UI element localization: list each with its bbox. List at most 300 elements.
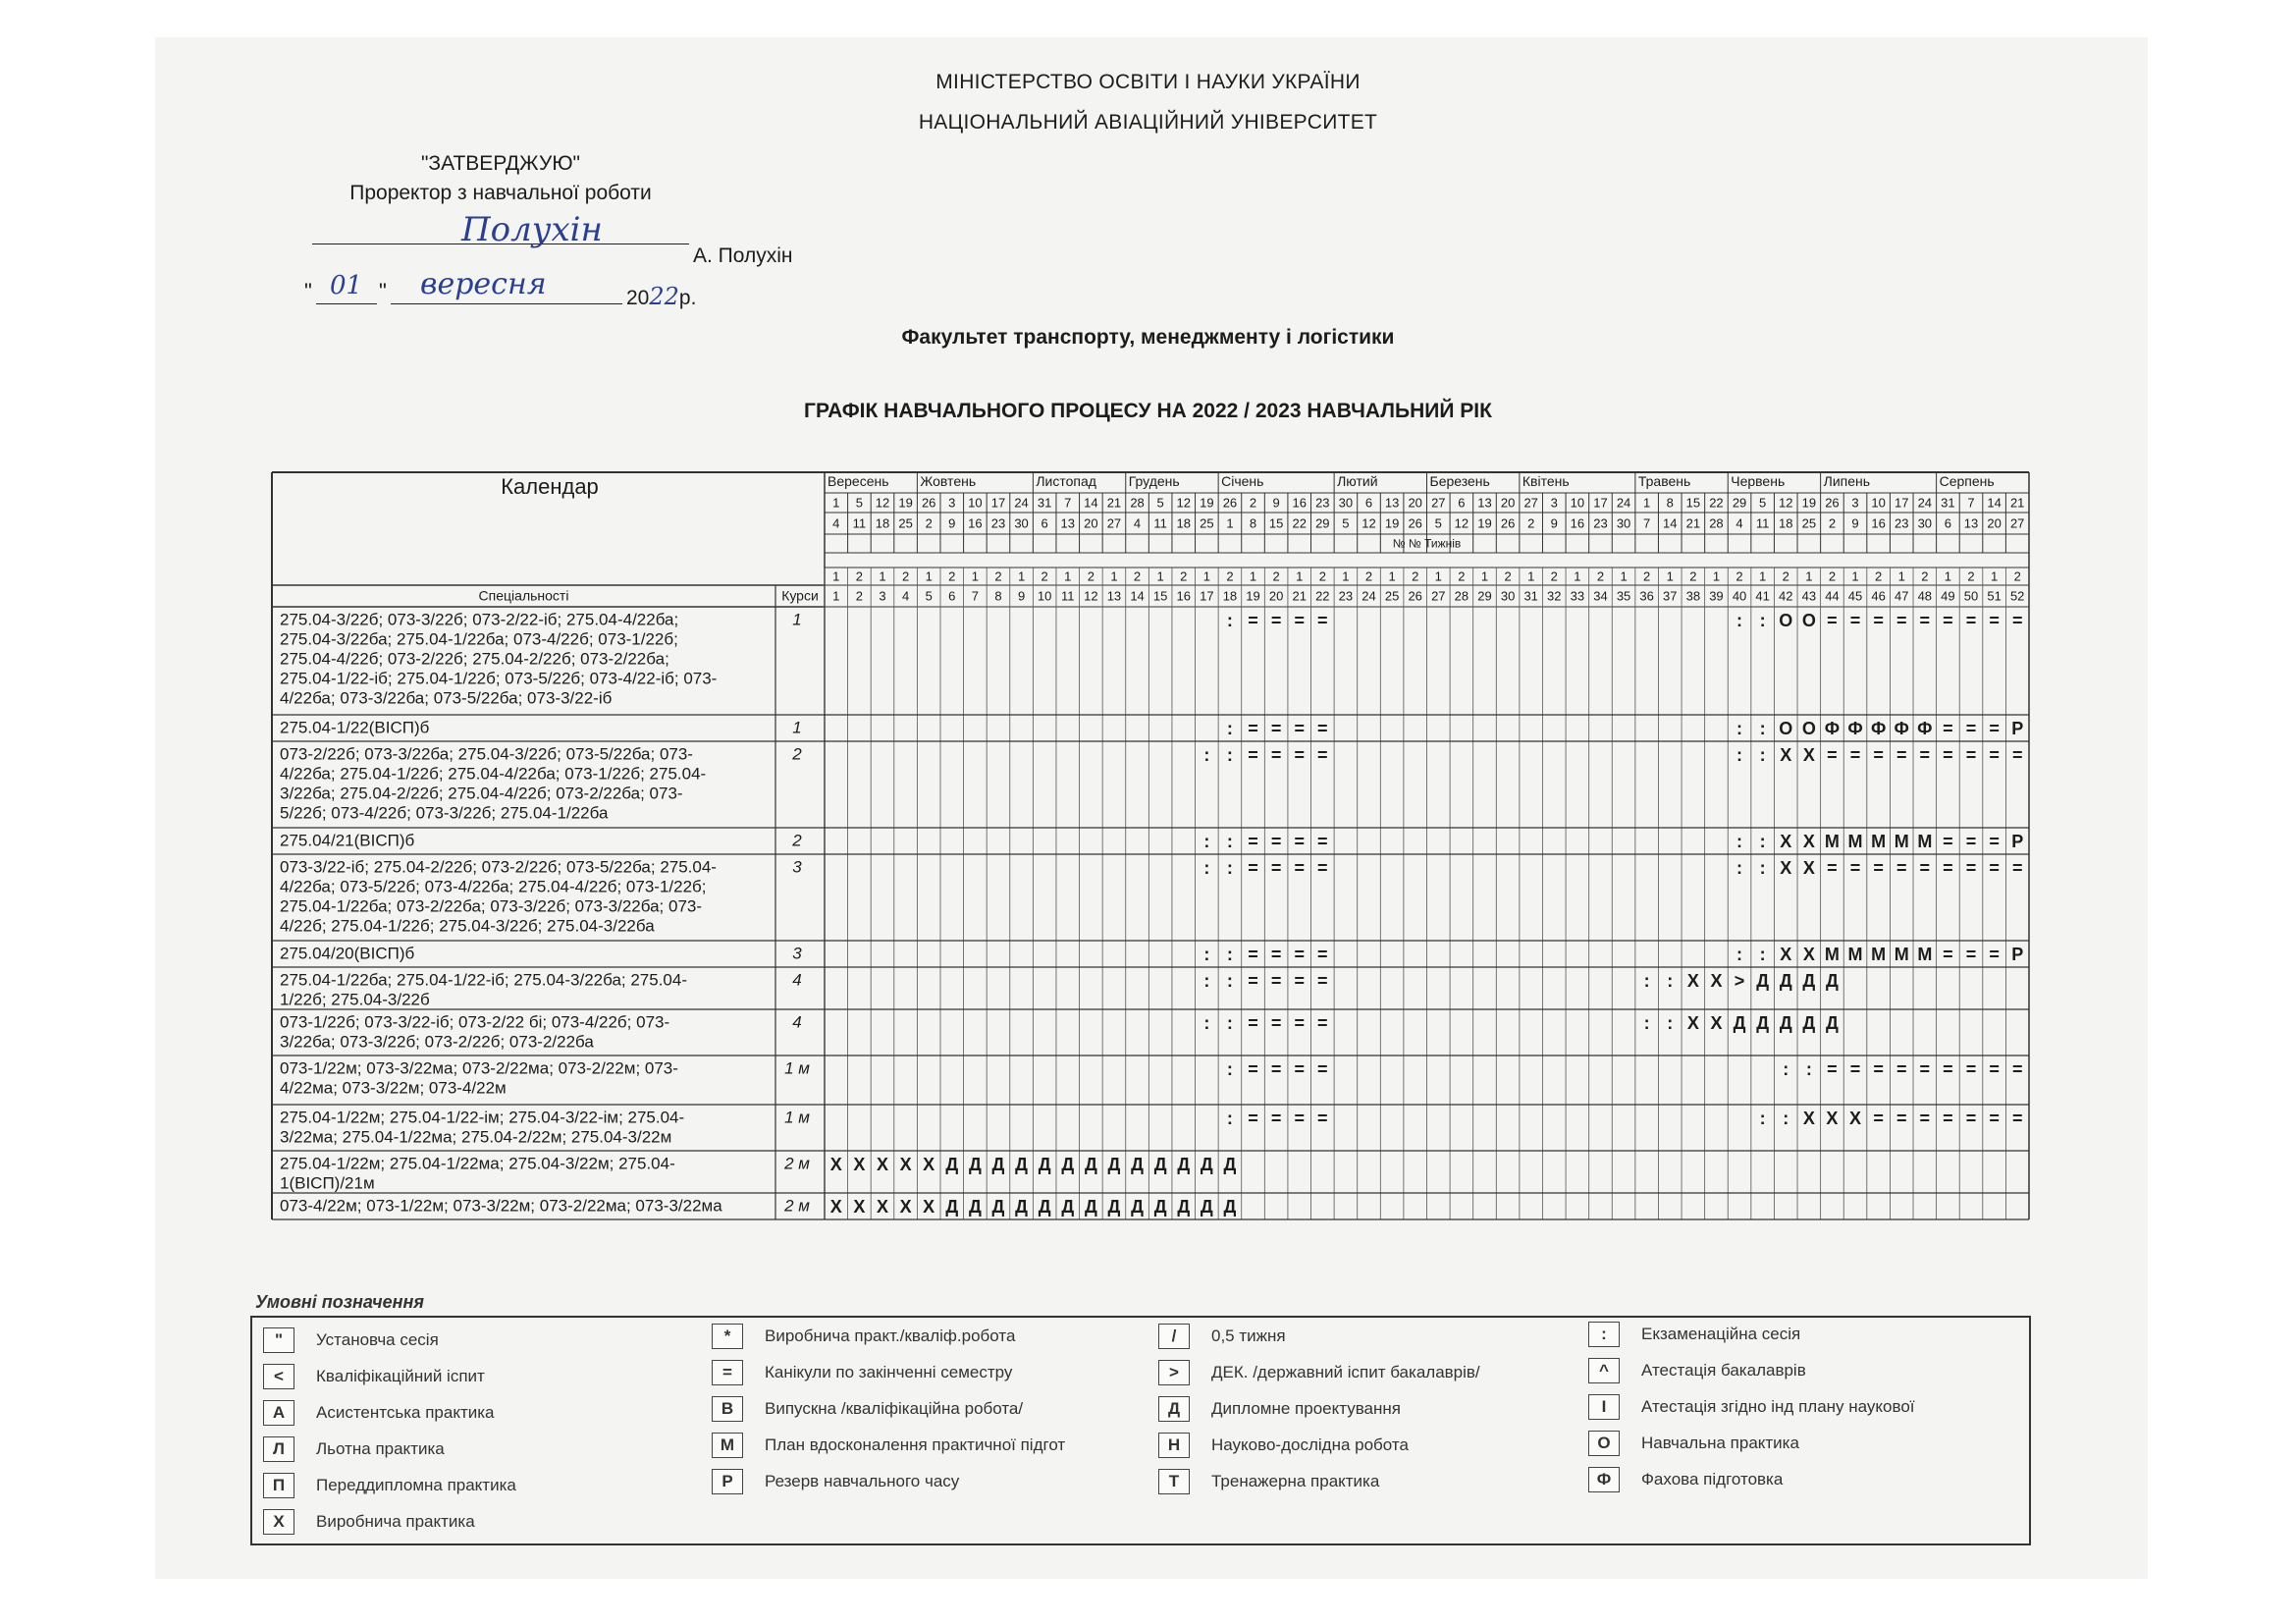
schedule-mark: : [1203, 744, 1210, 765]
schedule-mark: Д [1107, 1154, 1121, 1174]
schedule-mark: Д [1177, 1196, 1191, 1217]
legend-symbol: П [263, 1473, 294, 1498]
schedule-mark: = [1270, 1108, 1282, 1128]
schedule-mark: Х [923, 1196, 935, 1217]
week-end-date: 2 [1527, 515, 1535, 531]
half-marker: 1 [925, 568, 933, 584]
schedule-title: ГРАФІК НАВЧАЛЬНОГО ПРОЦЕСУ НА 2022 / 2023 НАВЧАЛЬНИЙ РІК [804, 400, 1492, 422]
legend-label: Тренажерна практика [1211, 1472, 1380, 1490]
legend-item [263, 1509, 475, 1535]
week-end-date: 25 [898, 515, 913, 531]
schedule-mark: : [1759, 718, 1766, 738]
schedule-mark: = [1248, 1012, 1258, 1033]
schedule-mark: М [1871, 831, 1887, 851]
week-number: 37 [1663, 588, 1678, 604]
half-marker: 2 [994, 568, 1002, 584]
half-marker: 1 [1851, 568, 1859, 584]
legend-symbol: В [712, 1396, 743, 1422]
schedule-mark: М [1917, 831, 1933, 851]
spec-line: 4/22ба; 275.04-1/22б; 275.04-4/22ба; 073-1/22б; 275.04- [280, 764, 707, 784]
legend-item [1588, 1394, 1915, 1420]
half-marker: 1 [1805, 568, 1813, 584]
schedule-mark: : [1226, 1058, 1233, 1079]
week-start-date: 20 [1408, 495, 1422, 511]
legend-symbol: Р [712, 1469, 743, 1494]
spec-line: 073-2/22б; 073-3/22ба; 275.04-3/22б; 073-5/22ба; 073- [280, 744, 693, 764]
faculty-name: Факультет транспорту, менеджменту і логістики [901, 326, 1395, 349]
week-start-date: 29 [1732, 495, 1747, 511]
week-end-date: 4 [1735, 515, 1743, 531]
spec-line: 275.04-1/22м; 275.04-1/22-ім; 275.04-3/22-ім; 275.04- [280, 1108, 685, 1127]
week-number: 2 [855, 588, 864, 604]
schedule-mark: = [2011, 1108, 2023, 1128]
schedule-mark: = [1989, 610, 2000, 630]
legend-item [1588, 1467, 1783, 1492]
schedule-mark: : [1226, 831, 1233, 851]
half-marker: 2 [1550, 568, 1558, 584]
schedule-mark: Д [1084, 1154, 1097, 1174]
half-marker: 1 [1666, 568, 1674, 584]
legend-item [263, 1364, 485, 1389]
half-marker: 1 [1110, 568, 1118, 584]
week-end-date: 4 [1133, 515, 1142, 531]
schedule-mark: : [1203, 944, 1210, 964]
legend-symbol: " [263, 1327, 294, 1353]
schedule-mark: : [1759, 610, 1766, 630]
schedule-mark: = [1248, 718, 1258, 738]
schedule-mark: = [1896, 1058, 1907, 1079]
schedule-mark: = [1896, 1108, 1907, 1128]
schedule-mark: = [1317, 610, 1328, 630]
week-number: 40 [1732, 588, 1747, 604]
schedule-mark: = [2011, 1058, 2023, 1079]
legend-item [263, 1400, 495, 1426]
half-marker: 2 [1689, 568, 1697, 584]
week-start-date: 12 [875, 495, 890, 511]
month-label: Вересень [828, 473, 889, 490]
week-end-date: 26 [1500, 515, 1516, 531]
week-start-date: 5 [855, 495, 864, 511]
week-start-date: 31 [1941, 495, 1955, 511]
schedule-mark: = [1896, 744, 1907, 765]
half-marker: 2 [901, 568, 910, 584]
spec-line: 1(ВІСП)/21м [280, 1173, 375, 1193]
spec-line: 3/22ма; 275.04-1/22ма; 275.04-2/22м; 275.04-3/22м [280, 1127, 672, 1147]
schedule-mark: : [1226, 610, 1233, 630]
legend-label: Переддипломна практика [316, 1476, 516, 1494]
date-year [626, 283, 696, 310]
week-end-date: 28 [1709, 515, 1724, 531]
schedule-mark: = [1943, 744, 1953, 765]
schedule-mark: Ф [1917, 718, 1933, 738]
course-value: 3 [792, 944, 802, 963]
legend-item [1158, 1324, 1286, 1349]
schedule-mark: Д [1223, 1154, 1237, 1174]
schedule-mark: = [1965, 831, 1977, 851]
schedule-mark: = [1317, 831, 1328, 851]
month-label: Травень [1637, 473, 1691, 490]
schedule-mark: = [1965, 744, 1977, 765]
schedule-mark: : [1736, 744, 1743, 765]
schedule-mark: Д [1826, 1012, 1839, 1033]
legend-item [712, 1433, 1065, 1458]
schedule-mark: = [1965, 857, 1977, 878]
week-start-date: 5 [1759, 495, 1767, 511]
schedule-mark: = [1989, 744, 2000, 765]
legend-label: План вдосконалення практичної підгот [765, 1435, 1066, 1454]
legend-symbol: : [1588, 1322, 1620, 1347]
course-header: Курси [781, 587, 819, 604]
date-year-unit: р. [678, 287, 697, 309]
schedule-mark: Д [1802, 970, 1816, 991]
half-marker: 2 [1596, 568, 1605, 584]
legend-label: 0,5 тижня [1211, 1326, 1286, 1345]
week-start-date: 26 [1825, 495, 1840, 511]
schedule-mark: = [1965, 1108, 1977, 1128]
half-marker: 2 [1967, 568, 1975, 584]
schedule-mark: = [1919, 610, 1931, 630]
schedule-mark: = [1270, 718, 1282, 738]
week-end-date: 30 [1616, 515, 1631, 531]
half-marker: 1 [1990, 568, 1999, 584]
schedule-mark: = [2011, 744, 2023, 765]
schedule-mark: = [1919, 744, 1931, 765]
schedule-mark: : [1736, 857, 1743, 878]
month-label: Червень [1731, 473, 1786, 490]
schedule-mark: : [1759, 1108, 1766, 1128]
schedule-mark: М [1894, 831, 1909, 851]
legend-item [712, 1396, 1023, 1422]
legend-item [712, 1469, 959, 1494]
legend-symbol: Х [263, 1509, 294, 1535]
week-end-date: 11 [1755, 515, 1770, 531]
week-end-date: 30 [1917, 515, 1933, 531]
schedule-mark: Д [1153, 1154, 1167, 1174]
legend-symbol: / [1158, 1324, 1190, 1349]
month-label: Серпень [1939, 473, 1995, 490]
schedule-mark: Х [1826, 1108, 1839, 1128]
week-number: 33 [1570, 588, 1585, 604]
week-end-date: 15 [1268, 515, 1284, 531]
schedule-mark: = [1317, 857, 1328, 878]
course-value: 4 [792, 1012, 802, 1032]
week-end-date: 6 [1041, 515, 1048, 531]
week-end-date: 26 [1408, 515, 1422, 531]
schedule-mark: = [1248, 1108, 1258, 1128]
legend-label: Асистентська практика [316, 1403, 495, 1422]
half-marker: 1 [1712, 568, 1721, 584]
half-marker: 2 [1318, 568, 1326, 584]
signature: Полухін [461, 210, 603, 249]
schedule-mark: = [1943, 1108, 1953, 1128]
date-quote-open: " [304, 279, 312, 303]
schedule-mark: Д [1779, 1012, 1792, 1033]
schedule-mark: : [1667, 970, 1674, 991]
schedule-mark: = [1873, 610, 1884, 630]
schedule-mark: Х [1686, 970, 1699, 991]
schedule-mark: : [1736, 831, 1743, 851]
week-number: 18 [1222, 588, 1238, 604]
half-marker: 2 [1041, 568, 1048, 584]
schedule-mark: : [1736, 610, 1743, 630]
schedule-mark: : [1759, 944, 1766, 964]
legend-item [1158, 1433, 1409, 1458]
week-end-date: 14 [1663, 515, 1678, 531]
week-number: 49 [1941, 588, 1955, 604]
legend-label: Атестація бакалаврів [1641, 1361, 1806, 1380]
schedule-mark: = [1317, 1108, 1328, 1128]
schedule-mark: = [1989, 718, 2000, 738]
schedule-mark: О [1779, 718, 1793, 738]
schedule-mark: : [1226, 1108, 1233, 1128]
schedule-mark: : [1759, 857, 1766, 878]
spec-line: 275.04-1/22м; 275.04-1/22ма; 275.04-3/22м; 275.04- [280, 1154, 675, 1173]
schedule-mark: = [1827, 744, 1838, 765]
legend-label: Екзаменаційна сесія [1641, 1325, 1801, 1343]
half-marker: 2 [1364, 568, 1373, 584]
spec-line: 4/22ба; 073-3/22ба; 073-5/22ба; 073-3/22-іб [280, 688, 613, 708]
week-end-date: 16 [968, 515, 983, 531]
week-start-date: 17 [1894, 495, 1909, 511]
university-title: НАЦІОНАЛЬНИЙ АВІАЦІЙНИЙ УНІВЕРСИТЕТ [918, 111, 1378, 134]
week-number: 45 [1847, 588, 1863, 604]
schedule-mark: = [1919, 1108, 1931, 1128]
schedule-mark: = [1989, 944, 2000, 964]
month-label: Жовтень [920, 473, 977, 490]
week-end-date: 25 [1801, 515, 1817, 531]
week-end-date: 22 [1292, 515, 1307, 531]
half-marker: 2 [2013, 568, 2021, 584]
week-start-date: 10 [968, 495, 983, 511]
schedule-mark: = [1294, 744, 1305, 765]
half-marker: 2 [1782, 568, 1789, 584]
schedule-mark: = [1248, 970, 1258, 991]
schedule-mark: Х [876, 1196, 888, 1217]
week-start-date: 24 [1616, 495, 1631, 511]
week-start-date: 15 [1685, 495, 1701, 511]
week-number: 1 [832, 588, 840, 604]
month-label: Лютий [1337, 473, 1378, 490]
week-start-date: 17 [990, 495, 1006, 511]
week-number: 23 [1338, 588, 1354, 604]
week-number: 3 [879, 588, 886, 604]
week-end-date: 19 [1384, 515, 1400, 531]
week-number: 21 [1292, 588, 1307, 604]
schedule-mark: = [1919, 857, 1931, 878]
schedule-mark: : [1643, 970, 1650, 991]
schedule-mark: Ф [1847, 718, 1863, 738]
schedule-mark: Р [2011, 944, 2024, 964]
schedule-mark: : [1783, 1108, 1789, 1128]
legend-label: Виробнича практ./кваліф.робота [765, 1326, 1016, 1345]
half-marker: 2 [1272, 568, 1280, 584]
schedule-mark: = [1943, 857, 1953, 878]
week-start-date: 19 [1200, 495, 1214, 511]
week-number: 52 [2009, 588, 2025, 604]
schedule-mark: = [1294, 970, 1305, 991]
schedule-mark: : [1643, 1012, 1650, 1033]
schedule-mark: Ф [1894, 718, 1909, 738]
schedule-mark: Д [1038, 1196, 1051, 1217]
week-number: 19 [1246, 588, 1260, 604]
week-end-date: 5 [1434, 515, 1442, 531]
schedule-mark: = [1919, 1058, 1931, 1079]
schedule-mark: : [1759, 744, 1766, 765]
week-end-date: 16 [1570, 515, 1585, 531]
schedule-mark: = [2011, 610, 2023, 630]
schedule-mark: Д [1153, 1196, 1167, 1217]
month-label: Листопад [1036, 473, 1096, 490]
week-number: 47 [1894, 588, 1909, 604]
legend-symbol: М [712, 1433, 743, 1458]
schedule-mark: Х [1802, 831, 1815, 851]
month-line [391, 303, 622, 304]
schedule-mark: Д [1756, 1012, 1770, 1033]
schedule-mark: = [1317, 970, 1328, 991]
half-marker: 1 [1156, 568, 1164, 584]
spec-line: 275.04-3/22б; 073-3/22б; 073-2/22-іб; 275.04-4/22ба; [280, 610, 679, 629]
half-marker: 2 [948, 568, 956, 584]
legend-item [263, 1327, 439, 1353]
schedule-mark: Д [1200, 1196, 1213, 1217]
half-marker: 1 [1017, 568, 1026, 584]
month-label: Січень [1221, 473, 1264, 490]
week-start-date: 13 [1477, 495, 1492, 511]
half-marker: 1 [1342, 568, 1350, 584]
schedule-mark: : [1805, 1058, 1812, 1079]
legend-symbol: = [712, 1360, 743, 1385]
legend-item [263, 1473, 516, 1498]
schedule-mark: Х [829, 1196, 842, 1217]
half-marker: 2 [1180, 568, 1188, 584]
schedule-mark: Р [2011, 831, 2024, 851]
schedule-mark: = [1896, 610, 1907, 630]
schedule-mark: = [1317, 1058, 1328, 1079]
schedule-mark: = [1989, 831, 2000, 851]
schedule-mark: Х [1802, 1108, 1815, 1128]
schedule-mark: = [1965, 718, 1977, 738]
week-number: 15 [1152, 588, 1168, 604]
legend-item [1588, 1431, 1799, 1456]
schedule-mark: Д [1084, 1196, 1097, 1217]
schedule-mark: = [1989, 1108, 2000, 1128]
week-end-date: 18 [1779, 515, 1793, 531]
schedule-mark: = [1317, 744, 1328, 765]
legend-symbol: > [1158, 1360, 1190, 1385]
week-number: 22 [1315, 588, 1330, 604]
week-start-date: 14 [1084, 495, 1098, 511]
schedule-mark: = [1294, 1108, 1305, 1128]
month-label: Квітень [1522, 473, 1570, 490]
month-label: Березень [1429, 473, 1490, 490]
schedule-mark: = [1270, 970, 1282, 991]
legend-label: ДЕК. /державний іспит бакалаврів/ [1211, 1363, 1480, 1381]
week-end-date: 19 [1477, 515, 1492, 531]
week-end-date: 13 [1060, 515, 1075, 531]
schedule-mark: = [2011, 857, 2023, 878]
schedule-mark: О [1801, 610, 1816, 630]
spec-line: 3/22ба; 073-3/22б; 073-2/22б; 073-2/22ба [280, 1032, 594, 1052]
week-start-date: 12 [1779, 495, 1793, 511]
week-number: 31 [1523, 588, 1538, 604]
schedule-mark: = [1989, 1058, 2000, 1079]
spec-line: 4/22б; 275.04-1/22б; 275.04-3/22б; 275.04-3/22ба [280, 916, 655, 936]
half-marker: 2 [1921, 568, 1929, 584]
week-end-date: 18 [875, 515, 890, 531]
week-start-date: 6 [1458, 495, 1466, 511]
schedule-mark: Х [853, 1154, 866, 1174]
schedule-mark: = [1896, 857, 1907, 878]
schedule-mark: = [1849, 744, 1861, 765]
week-end-date: 11 [1153, 515, 1167, 531]
week-number: 13 [1106, 588, 1122, 604]
date-year-suffix: 22 [649, 283, 679, 310]
schedule-mark: Х [1802, 857, 1815, 878]
course-value: 2 м [784, 1196, 810, 1216]
week-number: 9 [1017, 588, 1026, 604]
schedule-mark: Х [1849, 1108, 1862, 1128]
schedule-mark: М [1871, 944, 1887, 964]
week-end-date: 9 [1851, 515, 1859, 531]
schedule-mark: = [1270, 610, 1282, 630]
schedule-mark: = [1965, 1058, 1977, 1079]
spec-line: 3/22ба; 275.04-2/22б; 275.04-4/22б; 073-2/22ба; 073- [280, 784, 683, 803]
week-end-date: 29 [1315, 515, 1330, 531]
schedule-mark: = [1270, 831, 1282, 851]
schedule-mark: = [1873, 744, 1884, 765]
spec-line: 275.04-4/22б; 073-2/22б; 275.04-2/22б; 073-2/22ба; [280, 649, 669, 669]
schedule-mark: Д [1223, 1196, 1237, 1217]
half-marker: 2 [1458, 568, 1466, 584]
legend-symbol: Л [263, 1436, 294, 1462]
legend-item [712, 1360, 1012, 1385]
half-marker: 2 [1875, 568, 1883, 584]
schedule-mark: Д [1061, 1196, 1075, 1217]
week-start-date: 3 [1851, 495, 1859, 511]
schedule-mark: Х [899, 1154, 912, 1174]
schedule-mark: : [1736, 944, 1743, 964]
legend-symbol: * [712, 1324, 743, 1349]
calendar-label: Календар [501, 473, 599, 499]
week-end-date: 21 [1685, 515, 1701, 531]
legend-symbol: ^ [1588, 1358, 1620, 1383]
week-number: 17 [1200, 588, 1214, 604]
approver-name: А. Полухін [693, 244, 793, 267]
schedule-mark: = [1943, 610, 1953, 630]
schedule-mark: М [1894, 944, 1909, 964]
week-end-date: 5 [1342, 515, 1350, 531]
schedule-mark: = [1248, 610, 1258, 630]
week-end-date: 11 [852, 515, 867, 531]
half-marker: 2 [1504, 568, 1512, 584]
schedule-mark: Д [991, 1154, 1005, 1174]
half-marker: 1 [879, 568, 886, 584]
week-start-date: 13 [1384, 495, 1400, 511]
schedule-mark: = [1248, 857, 1258, 878]
spec-line: 4/22ма; 073-3/22м; 073-4/22м [280, 1078, 507, 1098]
week-number: 48 [1917, 588, 1933, 604]
schedule-mark: : [1203, 1012, 1210, 1033]
schedule-mark: Д [1733, 1012, 1746, 1033]
week-number: 51 [1987, 588, 2002, 604]
legend-label: Резерв навчального часу [765, 1472, 960, 1490]
half-marker: 1 [1574, 568, 1581, 584]
schedule-mark: > [1734, 970, 1745, 991]
spec-line: 275.04/20(ВІСП)б [280, 944, 415, 963]
legend-label: Кваліфікаційний іспит [316, 1367, 485, 1385]
schedule-mark: Х [1686, 1012, 1699, 1033]
week-start-date: 20 [1500, 495, 1516, 511]
